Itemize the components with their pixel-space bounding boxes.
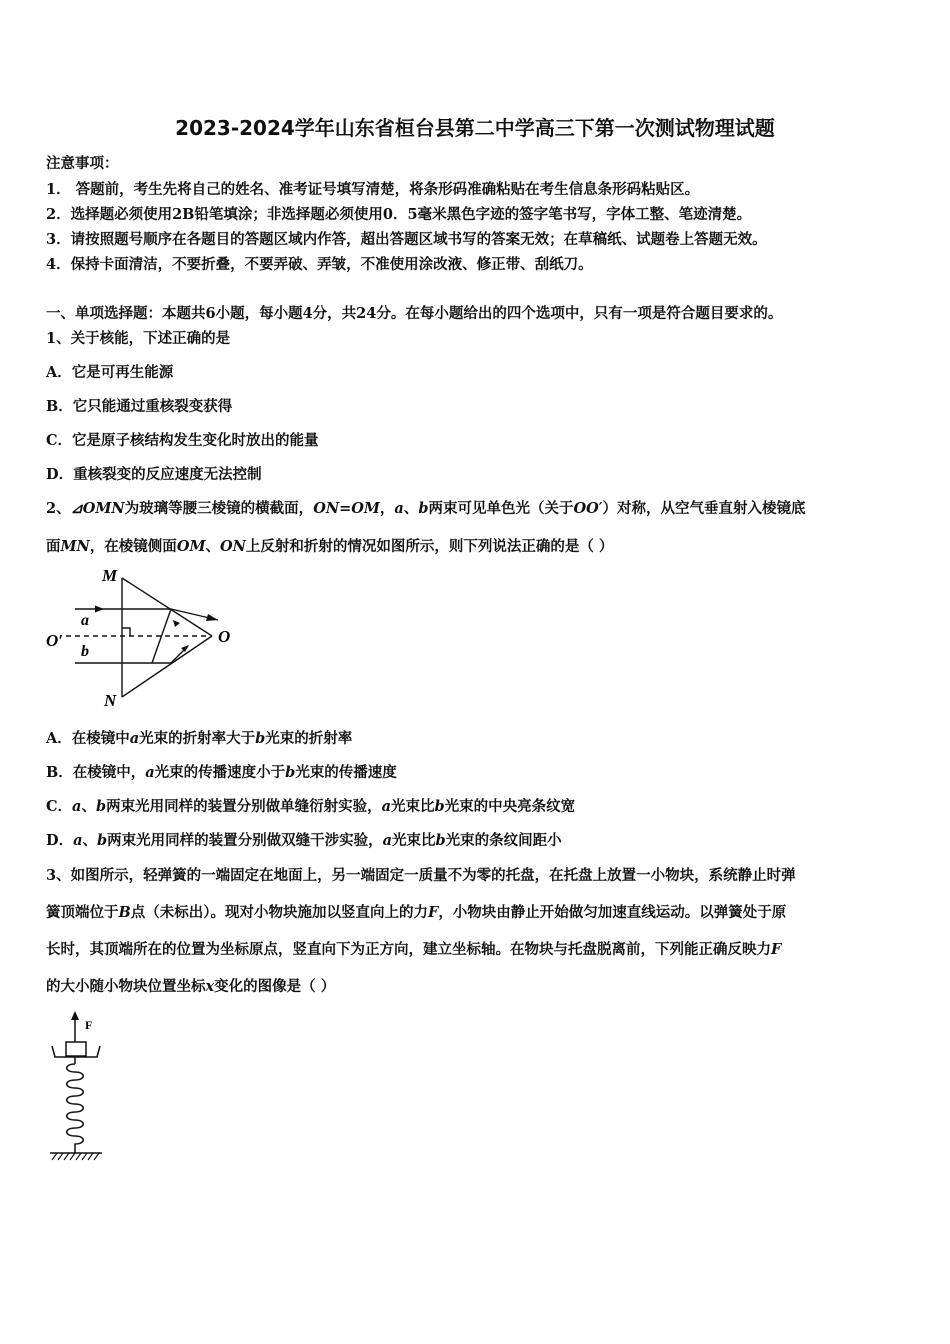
right-angle-mark — [122, 628, 130, 636]
ground-hatch — [52, 1153, 99, 1160]
q1-option-a: A．它是可再生能源 — [46, 364, 174, 381]
q2-option-d: D．a、b两束光用同样的装置分别做双缝干涉实验，a光束比b光束的条纹间距小 — [46, 832, 562, 849]
q1-option-b: B．它只能通过重核裂变获得 — [46, 398, 233, 415]
q2-option-b: B．在棱镜中，a光束的传播速度小于b光束的传播速度 — [46, 764, 397, 781]
q1-option-c: C．它是原子核结构发生变化时放出的能量 — [46, 432, 319, 449]
label-b: b — [81, 643, 89, 660]
question-1-stem: 1、关于核能，下述正确的是 — [46, 330, 231, 347]
q2-option-a: A．在棱镜中a光束的折射率大于b光束的折射率 — [46, 730, 353, 747]
q1-option-d: D．重核裂变的反应速度无法控制 — [46, 466, 262, 483]
question-2-stem-line1: 2、⊿OMN为玻璃等腰三棱镜的横截面，ON=OM，a、b两束可见单色光（关于OO′）对称，从空气垂直射入棱镜底 — [46, 500, 806, 517]
notice-item: 4．保持卡面清洁，不要折叠，不要弄破、弄皱，不准使用涂改液、修正带、刮纸刀。 — [46, 256, 593, 273]
arrow-up-icon — [71, 1011, 79, 1020]
spring-figure — [40, 1008, 120, 1168]
label-m: M — [102, 566, 118, 585]
question-3-stem-line2: 簧顶端位于B点（未标出）。现对小物块施加以竖直向上的力F，小物块由静止开始做匀加速直线运动。以弹簧处于原 — [46, 904, 787, 921]
label-o: O — [218, 627, 231, 646]
notice-heading: 注意事项： — [46, 155, 119, 172]
arrow-icon — [206, 614, 218, 621]
prism-side-om — [122, 578, 212, 636]
notice-item: 1． 答题前，考生先将自己的姓名、准考证号填写清楚，将条形码准确粘贴在考生信息条形码粘贴区。 — [46, 181, 700, 198]
label-o-prime: O′ — [46, 631, 64, 650]
prism-side-on — [122, 636, 212, 697]
label-f: F — [85, 1018, 93, 1032]
label-a: a — [81, 612, 89, 629]
question-3-stem-line4: 的大小随小物块位置坐标x变化的图像是（ ） — [46, 978, 336, 995]
label-n: N — [104, 691, 117, 710]
prism-figure — [40, 560, 250, 715]
arrow-icon — [173, 620, 180, 627]
arrow-icon — [95, 606, 104, 613]
section-heading: 一、单项选择题：本题共6小题，每小题4分，共24分。在每小题给出的四个选项中，只有一项是符合题目要求的。 — [46, 305, 783, 322]
block — [66, 1042, 86, 1056]
q2-option-c: C．a、b两束光用同样的装置分别做单缝衍射实验，a光束比b光束的中央亮条纹宽 — [46, 798, 576, 815]
question-3-stem-line3: 长时，其顶端所在的位置为坐标原点，竖直向下为正方向，建立坐标轴。在物块与托盘脱离前，下列能正确反映力F — [46, 941, 782, 958]
notice-item: 3．请按照题号顺序在各题目的答题区域内作答，超出答题区域书写的答案无效；在草稿纸、试题卷上答题无效。 — [46, 231, 767, 248]
page-title: 2023-2024学年山东省桓台县第二中学高三下第一次测试物理试题 — [175, 116, 775, 140]
spring — [67, 1064, 84, 1153]
question-2-stem-line2: 面MN，在棱镜侧面OM、ON上反射和折射的情况如图所示，则下列说法正确的是（ ） — [46, 538, 614, 555]
question-3-stem-line1: 3、如图所示，轻弹簧的一端固定在地面上，另一端固定一质量不为零的托盘，在托盘上放置一小物块，系统静止时弹 — [46, 867, 796, 884]
notice-item: 2．选择题必须使用2B铅笔填涂；非选择题必须使用0．5毫米黑色字迹的签字笔书写，字体工整、笔迹清楚。 — [46, 206, 752, 223]
